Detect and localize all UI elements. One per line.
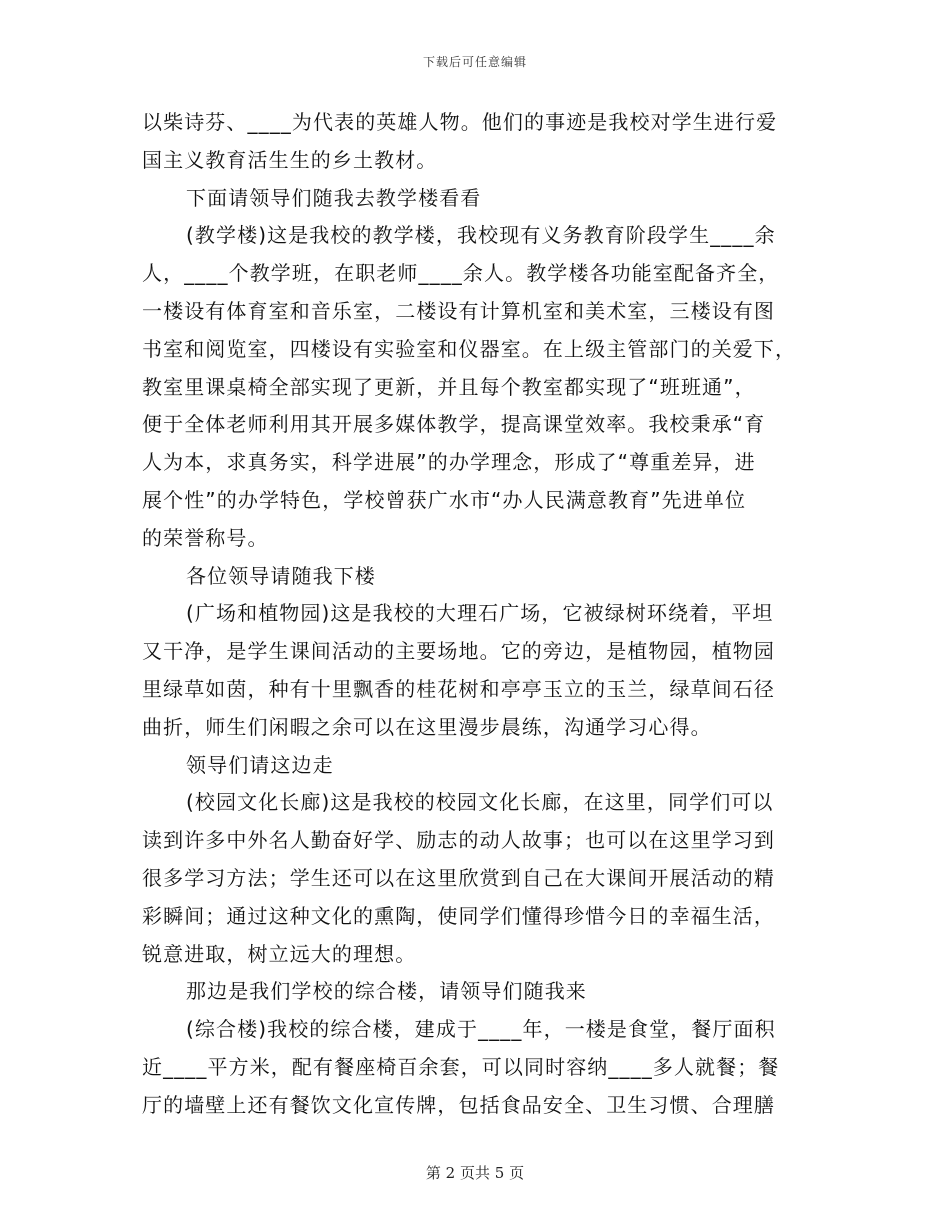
text-line: 各位领导请随我下楼 <box>186 563 376 588</box>
text-line: 书室和阅览室，四楼设有实验室和仪器室。在上级主管部门的关爱下， <box>142 336 797 361</box>
text-line: 一楼设有体育室和音乐室，二楼设有计算机室和美术室，三楼设有图 <box>142 298 775 323</box>
text-line: 曲折，师生们闲暇之余可以在这里漫步晨练，沟通学习心得。 <box>142 714 712 739</box>
text-line: 锐意进取，树立远大的理想。 <box>142 941 417 966</box>
text-line: 人，____个教学班，在职老师____余人。教学楼各功能室配备齐全， <box>142 261 780 286</box>
text-line: 里绿草如茵，种有十里飘香的桂花树和亭亭玉立的玉兰，绿草间石径 <box>142 676 775 701</box>
text-line: 又干净，是学生课间活动的主要场地。它的旁边，是植物园，植物园 <box>142 639 775 664</box>
text-line: 教室里课桌椅全部实现了更新，并且每个教室都实现了“班班通”， <box>142 374 756 399</box>
text-line: 那边是我们学校的综合楼，请领导们随我来 <box>186 979 587 1004</box>
text-line: 近____平方米，配有餐座椅百余套，可以同时容纳____多人就餐；餐 <box>142 1054 780 1079</box>
text-line: 很多学习方法；学生还可以在这里欣赏到自己在大课间开展活动的精 <box>142 865 775 890</box>
text-line: (校园文化长廊)这是我校的校园文化长廊，在这里，同学们可以 <box>186 790 774 815</box>
document-body <box>142 104 810 1125</box>
text-line: 领导们请这边走 <box>186 752 334 777</box>
text-line: 便于全体老师利用其开展多媒体教学，提高课堂效率。我校秉承“育 <box>142 412 766 437</box>
page-number-footer: 第 2 页共 5 页 <box>425 1164 525 1182</box>
text-line: (综合楼)我校的综合楼，建成于____年，一楼是食堂，餐厅面积 <box>186 1017 776 1042</box>
text-line: 人为本，求真务实，科学进展”的办学理念，形成了“尊重差异，进 <box>142 450 756 475</box>
text-line: 的荣誉称号。 <box>142 525 269 550</box>
text-line: 以柴诗芬、____为代表的英雄人物。他们的事迹是我校对学生进行爱 <box>142 110 778 134</box>
text-line: 下面请领导们随我去教学楼看看 <box>186 185 482 210</box>
text-line: 国主义教育活生生的乡土教材。 <box>142 147 438 172</box>
page-header: 下载后可任意编辑 <box>422 55 527 69</box>
text-line: 彩瞬间；通过这种文化的熏陶，使同学们懂得珍惜今日的幸福生活， <box>142 903 775 928</box>
text-line: (广场和植物园)这是我校的大理石广场，它被绿树环绕着，平坦 <box>186 601 774 626</box>
text-line: (教学楼)这是我校的教学楼，我校现有义务教育阶段学生____余 <box>186 223 776 248</box>
text-line: 厅的墙壁上还有餐饮文化宣传牌，包括食品安全、卫生习惯、合理膳 <box>142 1092 775 1117</box>
text-line: 读到许多中外名人勤奋好学、励志的动人故事；也可以在这里学习到 <box>142 828 775 853</box>
text-line: 展个性”的办学特色，学校曾获广水市“办人民满意教育”先进单位 <box>142 487 747 512</box>
